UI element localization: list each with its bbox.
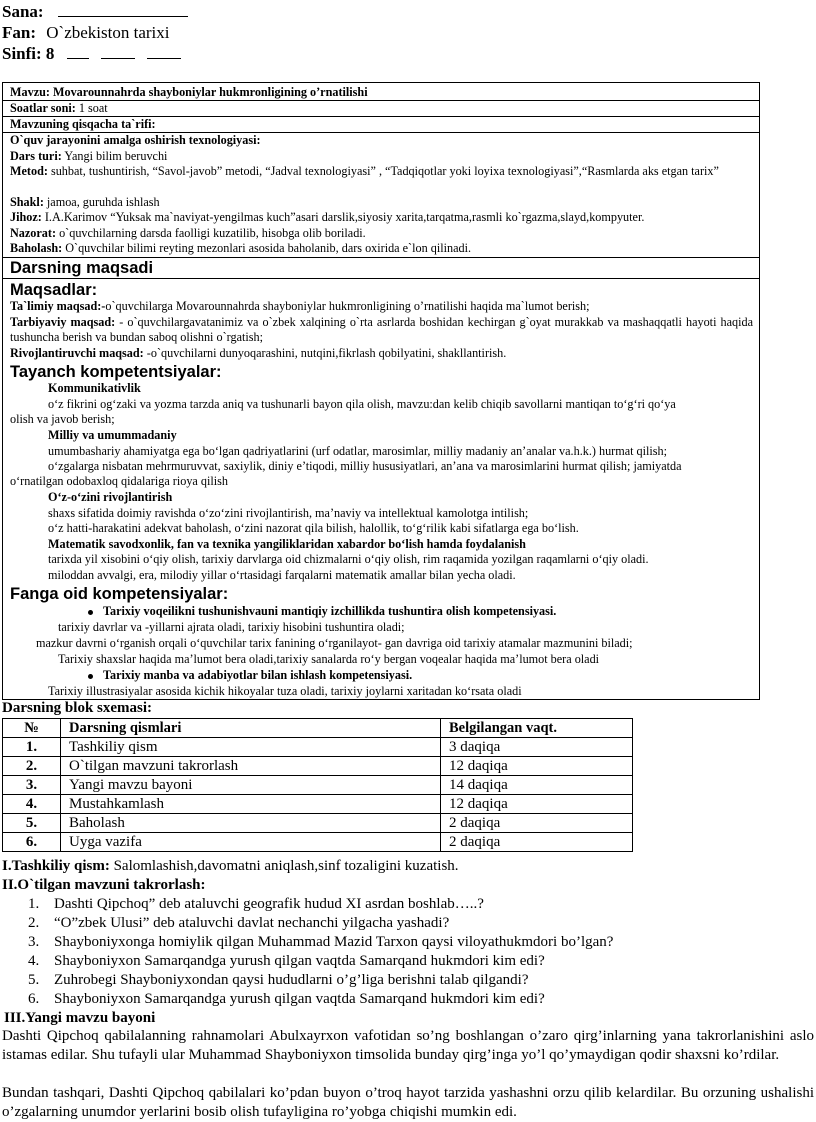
sinf-label: Sinfi: 8: [2, 44, 55, 63]
matem-title: Matematik savodxonlik, fan va texnika yangiliklaridan xabardor bo‘lish hamda foydalanish: [48, 537, 526, 551]
table-cell: Baholash: [61, 814, 441, 833]
sinf-blank-1: [67, 44, 89, 59]
fanga-bullet-2: Tarixiy manba va adabiyotlar bilan ishlash kompetensiyasi.: [88, 668, 412, 683]
table-row: [3, 795, 633, 814]
soat-row: Soatlar soni: 1 soat: [10, 101, 108, 115]
fan-value: O`zbekiston tarixi: [46, 23, 170, 42]
tashkiliy-label: I.Tashkiliy qism:: [2, 858, 110, 874]
fanga-b2-line-1: Tarixiy illustrasiyalar asosida kichik hikoyalar tuza oladi, tarixiy joylarni xaritadan ko‘rsata oladi: [48, 684, 522, 698]
fanga-bullet-1: Tarixiy voqeilikni tushunishvauni mantiqiy izchillikda tushuntira olish kompetensiyasi.: [88, 604, 556, 619]
milliy-line-2: o‘zgalarga nisbatan mehrmuruvvat, saxiylik, diniy e’tiqodi, milliy hususiyatlari, an’ana va marosimlarini hurmat qilish; jamiyatda: [48, 459, 682, 473]
sana-blank: [58, 2, 188, 17]
sinf-line: [2, 44, 181, 64]
table-row: [3, 776, 633, 795]
ozini-line-2: o‘z hatti-harakatini adekvat baholash, o‘zini nazorat qila bilish, halollik, to‘g‘rilik kabi sifatlarga ega bo‘lish.: [48, 521, 579, 535]
komm-line-2: olish va javob berish;: [10, 412, 115, 426]
blok-sxema-table: [2, 718, 633, 852]
table-row: [3, 738, 633, 757]
jihoz-row: Jihoz: I.A.Karimov “Yuksak ma`naviyat-yengilmas kuch”asari darslik,siyosiy xarita,tarqatma,rasmli ko`rgazma,slayd,kompyuter.: [10, 210, 645, 224]
bullet-icon: [88, 674, 93, 679]
sana-label: Sana:: [2, 2, 44, 21]
komm-title: Kommunikativlik: [48, 381, 141, 395]
ozini-line-1: shaxs sifatida doimiy ravishda o‘zo‘zini rivojlantirish, ma’naviy va intellektual kamolotga intilish;: [48, 506, 529, 520]
sinf-blank-2: [101, 44, 135, 59]
header-cell: Darsning qismlari: [61, 719, 441, 738]
yangi-title: III.Yangi mavzu bayoni: [4, 1010, 156, 1026]
milliy-line-3: o‘rnatilgan odobaxloq qidalariga rioya qilish: [10, 474, 228, 488]
sxema-title: Darsning blok sxemasi:: [2, 700, 153, 716]
table-cell: Uyga vazifa: [61, 833, 441, 852]
talimiy-row: Ta`limiy maqsad:-o`quvchilarga Movarounnahrda shayboniylar hukmronligining o’rnatilishi haqida ma`lumot berish;: [10, 299, 590, 313]
table-cell: 2 daqiqa: [441, 814, 633, 833]
table-cell: 3 daqiqa: [441, 738, 633, 757]
yangi-paragraph-1: Dashti Qipchoq qabilalanning rahnamolari Abulxayrxon vafotidan so’ng boshlangan o’zaro qirg’inlarning yana takrorlanishini aslo istamas edilar. Shu tufayli ular Muhammad Shayboniyxon timsolida bunday qirg’inga yo’l qo’ymaydigan qodir shaxsni ko’rdilar.: [2, 1028, 814, 1063]
dars-turi-row: Dars turi: Yangi bilim beruvchi: [10, 149, 168, 163]
sana-line: [2, 2, 188, 22]
table-cell: 14 daqiqa: [441, 776, 633, 795]
sinf-blank-3: [147, 44, 181, 59]
milliy-line-1: umumbashariy ahamiyatga ega bo‘lgan qadriyatlarini (urf odatlar, marosimlar, milliy madaniy an’analar va.h.k.) hurmat qilish;: [48, 444, 668, 458]
table-cell: 12 daqiqa: [441, 795, 633, 814]
takror-title: II.O`tilgan mavzuni takrorlash:: [2, 877, 206, 893]
list-item: 4. Shayboniyxon Samarqandga yurush qilgan vaqtda Samarqand hukmdori kim edi?: [28, 953, 545, 969]
fanga-b1-line-3: Tarixiy shaxslar haqida ma’lumot bera oladi,tarixiy sanalarda ro‘y bergan voqealar haqida ma’lumot bera oladi: [58, 652, 600, 666]
lesson-plan-box: [2, 82, 760, 700]
tarbiyaviy-row: Tarbiyaviy maqsad: - o`quvchilargavatanimiz va o`zbek xalqining o`rta asrlardа boshidan kechirgan g`oyat murakkab va mashaqqatli hayoti haqida tushuncha berish va bundan saboq olishni o`rgatish;: [10, 315, 753, 344]
fan-label: Fan:: [2, 23, 36, 42]
header-cell: Belgilangan vaqt.: [441, 719, 633, 738]
matem-line-1: tarixda yil xisobini o‘qiy olish, tarixiy darvlarga oid chizmalarni o‘qiy olish, rim raqamida yozilgan raqamlarni o‘qiy oladi.: [48, 552, 649, 566]
table-cell: 2 daqiqa: [441, 833, 633, 852]
table-cell: 12 daqiqa: [441, 757, 633, 776]
tashkiliy-line: [2, 857, 459, 875]
fanga-b1-line-1: tarixiy davrlar va -yillarni ajrata oladi, tarixiy hisobini tushuntira oladi;: [58, 620, 405, 634]
bullet-icon: [88, 610, 93, 615]
table-row: [3, 757, 633, 776]
list-item: 3. Shayboniyxonga homiylik qilgan Muhammad Mazid Tarxon qaysi viloyathukmdori bo’lgan?: [28, 934, 614, 950]
table-cell: 6.: [3, 833, 61, 852]
matem-line-2: miloddan avvalgi, era, milodiy yillar o‘rtasidagi farqalarni matematik amallar bilan yecha oladi.: [48, 568, 516, 582]
fan-line: [2, 23, 169, 43]
shakl-row: Shakl: jamoa, guruhda ishlash: [10, 195, 160, 209]
table-cell: 1.: [3, 738, 61, 757]
komm-line-1: o‘z fikrini og‘zaki va yozma tarzda aniq va tushunarli bayon qila olish, mavzu:dan kelib chiqib savollarni mantiqan to‘g‘ri qo‘ya: [48, 397, 676, 411]
table-cell: 5.: [3, 814, 61, 833]
tarif-row: Mavzuning qisqacha ta`rifi:: [10, 117, 156, 131]
list-item: 1. Dashti Qipchoq” deb ataluvchi geografik hudud XI asrdan boshlab…..?: [28, 896, 484, 912]
table-cell: Mustahkamlash: [61, 795, 441, 814]
milliy-title: Milliy va umummadaniy: [48, 428, 177, 442]
metod-row: Metod: suhbat, tushuntirish, “Savol-javob” metodi, “Jadval texnologiyasi” , “Tadqiqotlar yoki loyixa texnologiyasi”,“Rasmlarda aks etgan tarix”: [10, 164, 719, 178]
list-item: 6. Shayboniyxon Samarqandga yurush qilgan vaqtda Samarqand hukmdori kim edi?: [28, 991, 545, 1007]
list-item: 5. Zuhrobegi Shayboniyxondan qaysi hududlarni o’g’liga berishni talab qilgandi?: [28, 972, 529, 988]
header-cell: №: [3, 719, 61, 738]
table-cell: 4.: [3, 795, 61, 814]
table-cell: 2.: [3, 757, 61, 776]
table-cell: 3.: [3, 776, 61, 795]
baholash-row: Baholash: O`quvchilar bilimi reyting mezonlari asosida baholanib, dars oxirida e`lon qilinadi.: [10, 241, 472, 255]
ozini-title: O‘z-o‘zini rivojlantirish: [48, 490, 173, 504]
darsning-maqsadi-title: Darsning maqsadi: [10, 259, 154, 277]
yangi-paragraph-2: Bundan tashqari, Dashti Qipchoq qabilalari ko’pdan buyon o’troq hayot tarzida yashashni orzu qilib kelardilar. Bu orzuning ushalishi o’zgalarning unumdor yerlarini bosib olish tufayligina ro’yobga chiqishi mumkin edi.: [2, 1085, 814, 1120]
table-cell: O`tilgan mavzuni takrorlash: [61, 757, 441, 776]
texnologiya-row: O`quv jarayonini amalga oshirish texnologiyasi:: [10, 133, 261, 147]
nazorat-row: Nazorat: o`quvchilarning darsda faolligi kuzatilib, hisobga olib boriladi.: [10, 226, 366, 240]
tayanch-title: Tayanch kompetentsiyalar:: [10, 363, 222, 381]
table-cell: Yangi mavzu bayoni: [61, 776, 441, 795]
tashkiliy-value: Salomlashish,davomatni aniqlash,sinf tozaligini kuzatish.: [109, 858, 459, 874]
mavzu-row: Mavzu: Movarounnahrda shayboniylar hukmronligining o’rnatilishi: [10, 85, 368, 99]
list-item: 2. “O”zbek Ulusi” deb ataluvchi davlat nechanchi yilgacha yashadi?: [28, 915, 450, 931]
table-header-row: [3, 719, 633, 738]
table-row: [3, 833, 633, 852]
maqsadlar-title: Maqsadlar:: [10, 281, 98, 299]
rivoj-row: Rivojlantiruvchi maqsad: -o`quvchilarni dunyoqarashini, nutqini,fikrlash qobilyatini, shakllantirish.: [10, 346, 507, 360]
fanga-b1-line-2: mazkur davrni o‘rganish orqali o‘quvchilar tarix fanining o‘rganilayot- gan davriga oid tarixiy atamalar mazmunini biladi;: [36, 636, 633, 650]
table-row: [3, 814, 633, 833]
table-cell: Tashkiliy qism: [61, 738, 441, 757]
fanga-title: Fanga oid kompetensiyalar:: [10, 585, 229, 603]
